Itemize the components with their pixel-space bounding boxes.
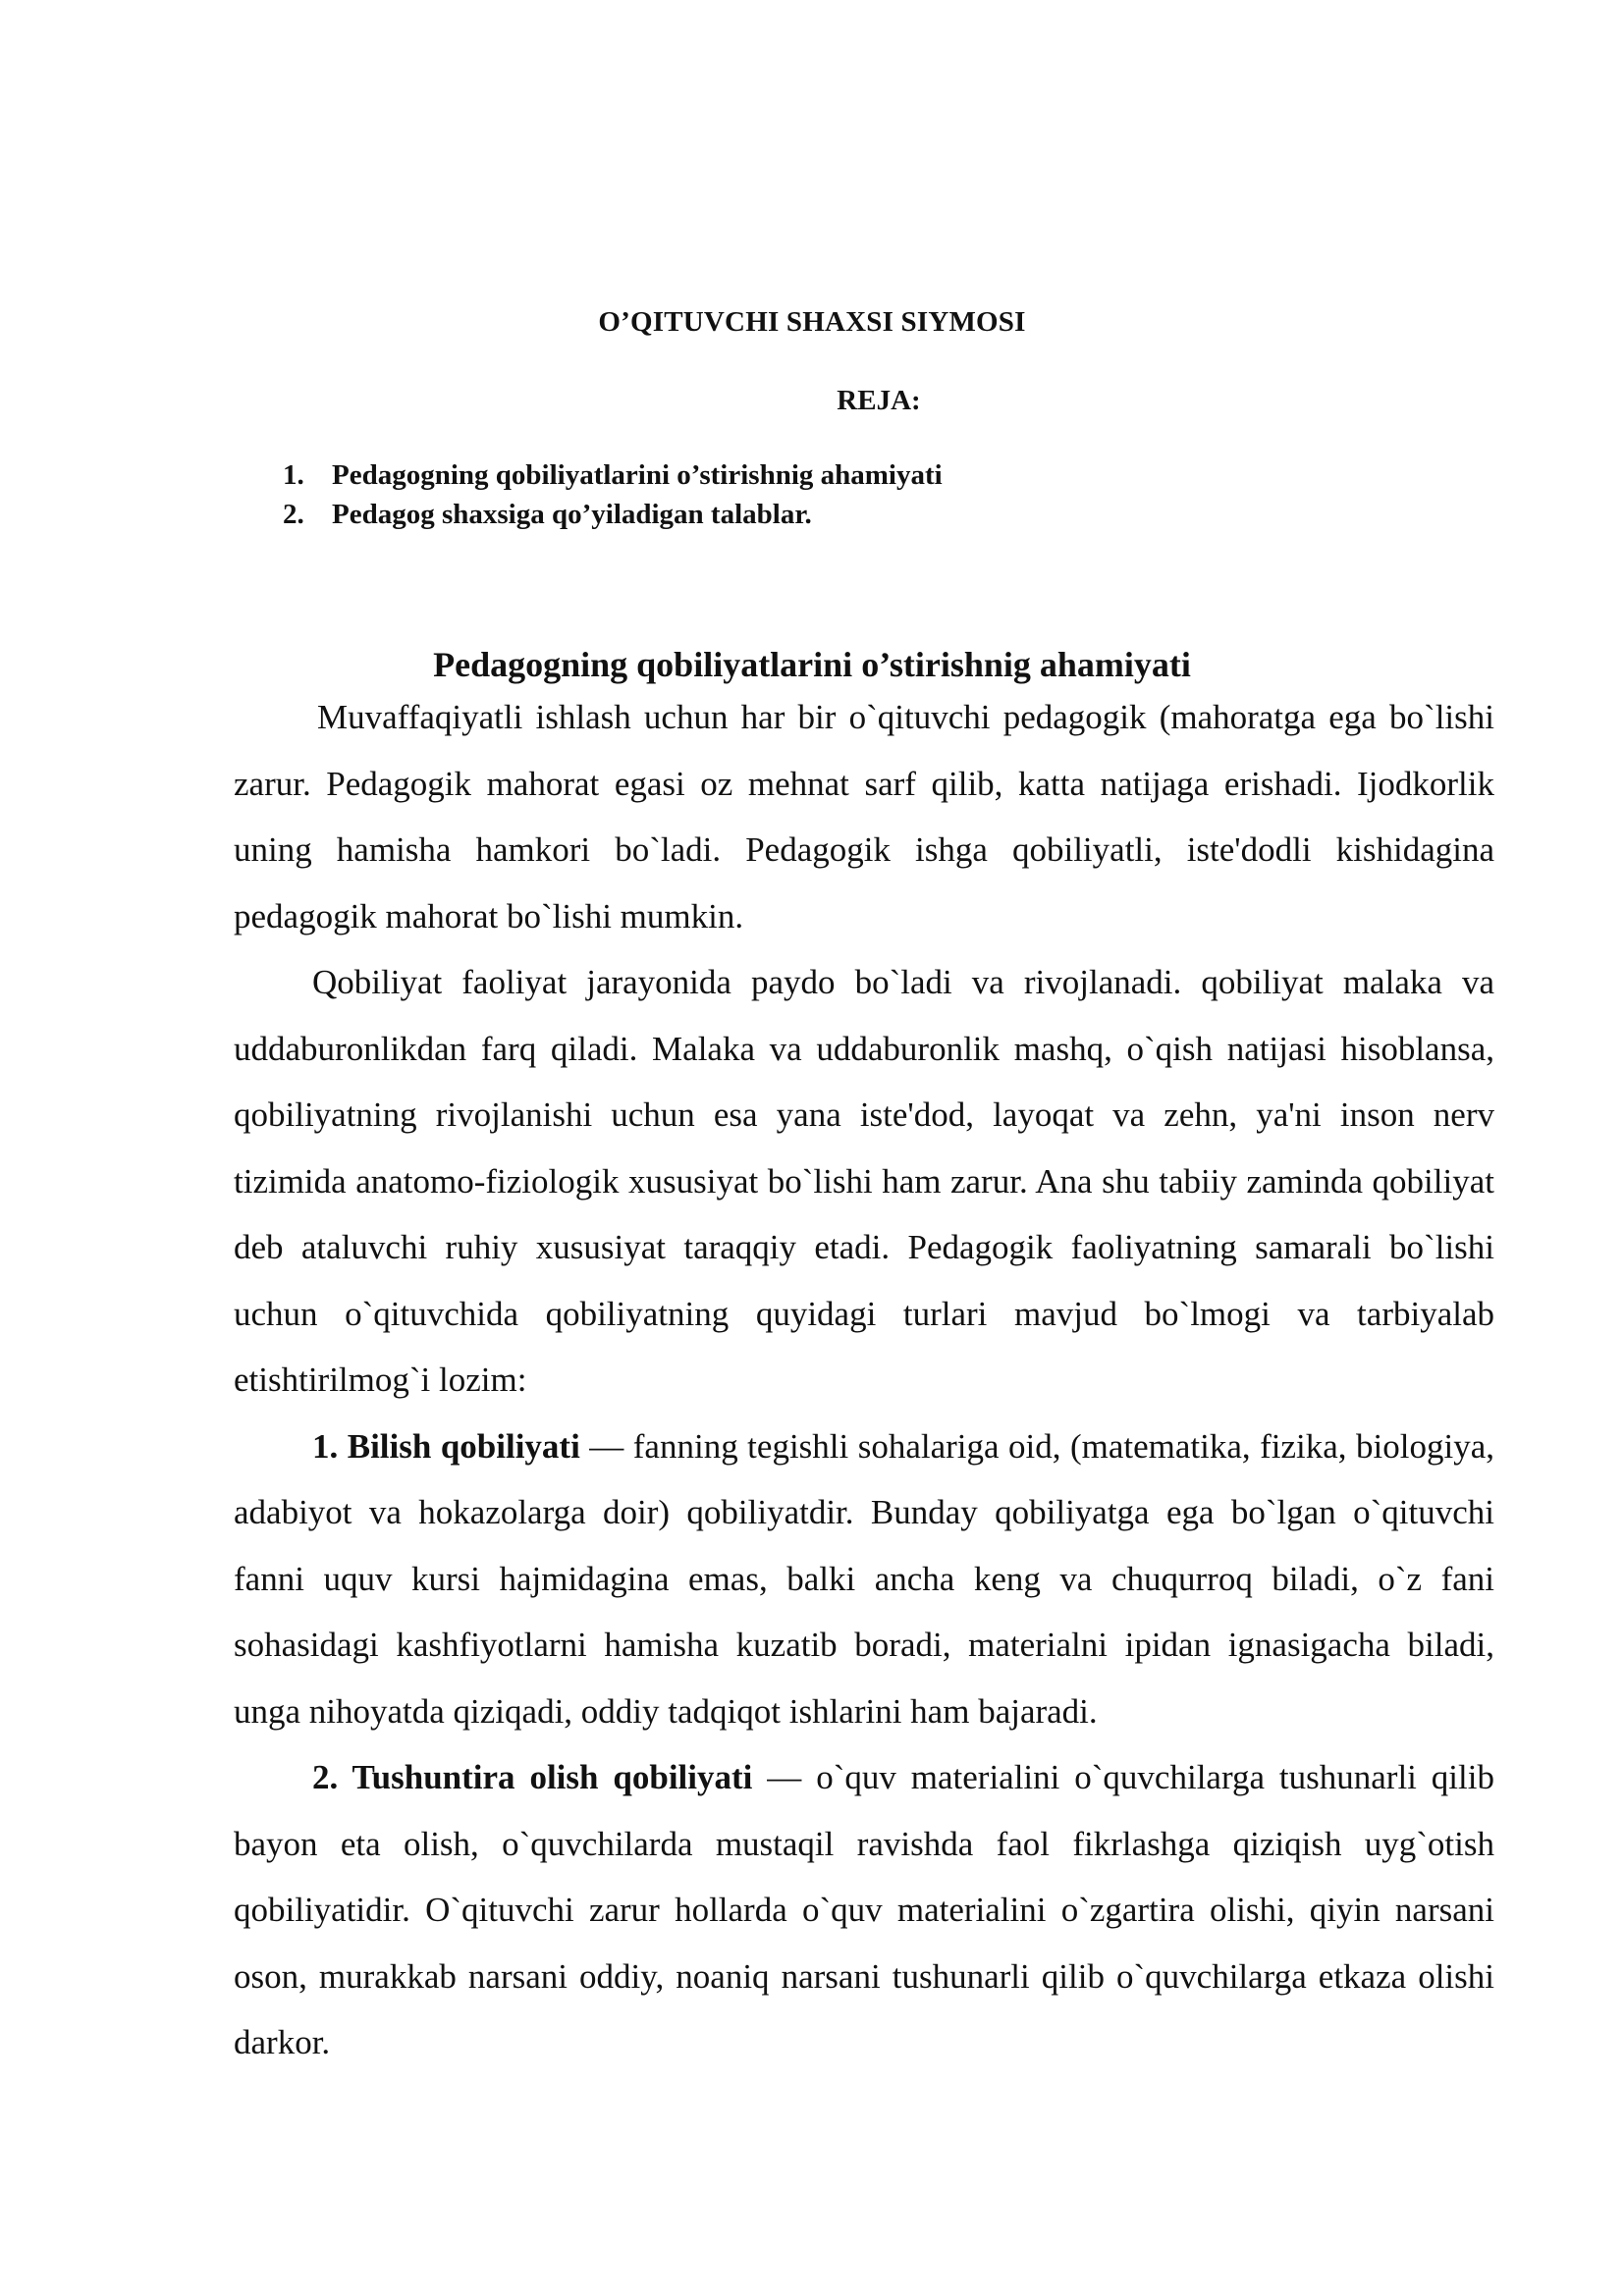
plan-item bbox=[283, 495, 943, 534]
plan-item-number: 1. bbox=[283, 459, 304, 491]
paragraph-text: Muvaffaqiyatli ishlash uchun har bir o`qituvchi pedagogik (mahoratga ega bo`lishi zarur. Pedagogik mahorat egasi oz mehnat sarf qilib, katta natijaga erishadi. Ijodkorlik uning hamisha hamkori bo`ladi. Pedagogik ishga qobiliyatli, iste'dodli kishidagina pedagogik mahorat bo`lishi mumkin. bbox=[234, 698, 1494, 935]
paragraph bbox=[234, 684, 1494, 949]
paragraph-bold-lead: 1. Bilish qobiliyati bbox=[312, 1426, 580, 1466]
body-text bbox=[234, 684, 1494, 2076]
paragraph bbox=[234, 949, 1494, 1414]
paragraph-text: Qobiliyat faoliyat jarayonida paydo bo`ladi va rivojlanadi. qobiliyat malaka va uddaburonlikdan farq qiladi. Malaka va uddaburonlik mashq, o`qish natijasi hisoblansa, qobiliyatning rivojlanishi uchun esa yana iste'dod, layoqat va zehn, ya'ni inson nerv tizimida anatomo-fiziologik xususiyat bo`lishi ham zarur. Ana shu tabiiy zaminda qobiliyat deb ataluvchi ruhiy xususiyat taraqqiy etadi. Pedagogik faoliyatning samarali bo`lishi uchun o`qituvchida qobiliyatning quyidagi turlari mavjud bo`lmogi va tarbiyalab etishtirilmog`i lozim: bbox=[234, 963, 1494, 1399]
paragraph-text: — o`quv materialini o`quvchilarga tushunarli qilib bayon eta olish, o`quvchilarda mustaqil ravishda faol fikrlashga qiziqish uyg`otish qobiliyatidir. O`qituvchi zarur hollarda o`quv materialini o`zgartira olishi, qiyin narsani oson, murakkab narsani oddiy, noaniq narsani tushunarli qilib o`quvchilarga etkaza olishi darkor. bbox=[234, 1758, 1494, 2061]
plan-heading: REJA: bbox=[837, 385, 921, 416]
plan-item-number: 2. bbox=[283, 499, 304, 530]
plan-list bbox=[283, 455, 943, 534]
document-title: O’QITUVCHI SHAXSI SIYMOSI bbox=[598, 306, 1026, 338]
section-heading: Pedagogning qobiliyatlarini o’stirishnig ahamiyati bbox=[433, 645, 1191, 684]
paragraph bbox=[234, 1744, 1494, 2076]
paragraph-bold-lead: 2. Tushuntira olish qobiliyati bbox=[312, 1758, 753, 1796]
plan-item-text: Pedagogning qobiliyatlarini o’stirishnig ahamiyati bbox=[332, 459, 943, 491]
paragraph-text: — fanning tegishli sohalariga oid, (matematika, fizika, biologiya, adabiyot va hokazolarga doir) qobiliyatdir. Bunday qobiliyatga ega bo`lgan o`qituvchi fanni uquv kursi hajmidagina emas, balki ancha keng va chuqurroq biladi, o`z fani sohasidagi kashfiyotlarni hamisha kuzatib boradi, materialni ipidan ignasigacha biladi, unga nihoyatda qiziqadi, oddiy tadqiqot ishlarini ham bajaradi. bbox=[234, 1426, 1494, 1731]
plan-item bbox=[283, 455, 943, 495]
plan-item-text: Pedagog shaxsiga qo’yiladigan talablar. bbox=[332, 499, 812, 530]
paragraph bbox=[234, 1414, 1494, 1745]
